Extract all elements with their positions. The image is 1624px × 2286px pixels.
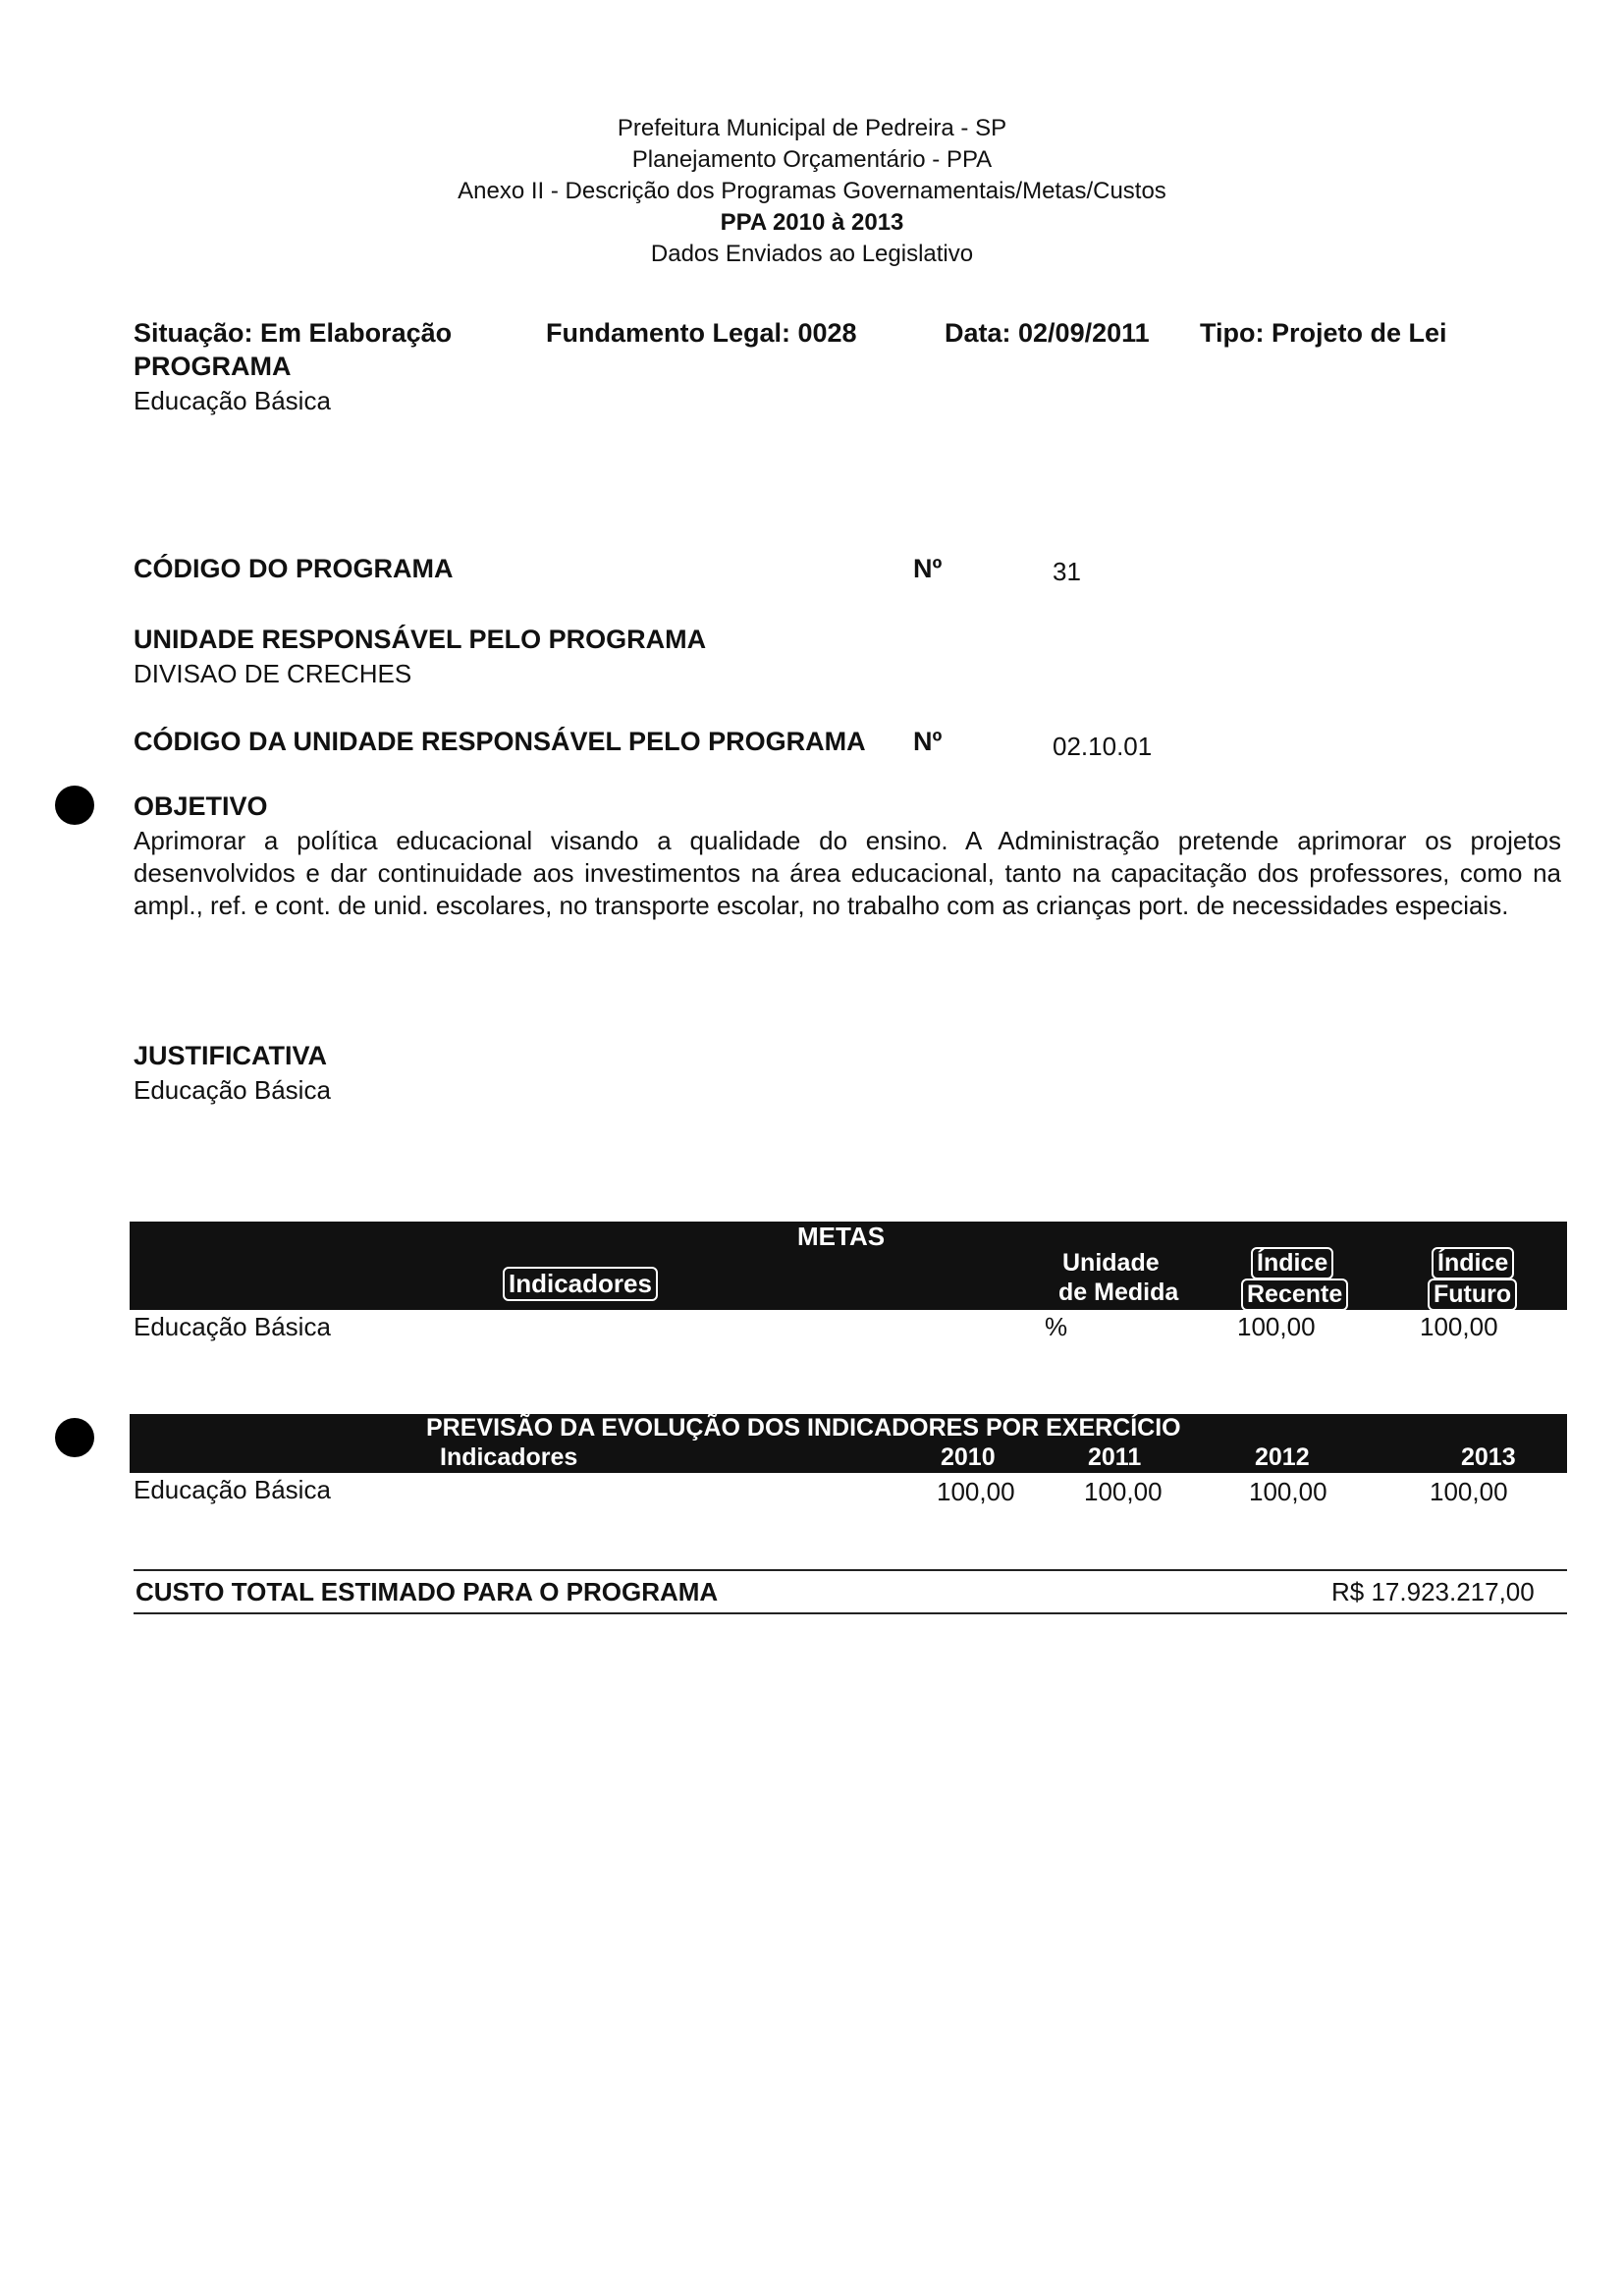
codigo-unidade-no: Nº (913, 727, 943, 756)
metas-col-unidade-2: de Medida (1058, 1279, 1179, 1306)
header-line-1: Prefeitura Municipal de Pedreira - SP (617, 115, 1007, 141)
metas-col-futuro-2: Futuro (1428, 1279, 1517, 1311)
metas-row-recente: 100,00 (1237, 1312, 1316, 1341)
data: Data: 02/09/2011 (945, 318, 1150, 348)
custo-total-value: R$ 17.923.217,00 (1331, 1577, 1535, 1606)
metas-col-futuro-1: Índice (1432, 1247, 1514, 1279)
unidade-value: DIVISAO DE CRECHES (134, 659, 412, 688)
metas-col-unidade-1: Unidade (1062, 1249, 1160, 1277)
previsao-col-2010: 2010 (941, 1443, 996, 1471)
previsao-row-2010: 100,00 (937, 1477, 1015, 1506)
metas-row-unidade: % (1045, 1312, 1068, 1341)
previsao-col-2013: 2013 (1461, 1443, 1516, 1471)
header-line-3: Anexo II - Descrição dos Programas Governamentais/Metas/Custos (458, 178, 1166, 204)
previsao-title: PREVISÃO DA EVOLUÇÃO DOS INDICADORES POR EXERCÍCIO (426, 1414, 1181, 1442)
codigo-programa-label: CÓDIGO DO PROGRAMA (134, 554, 454, 583)
justificativa-label: JUSTIFICATIVA (134, 1041, 328, 1070)
fundamento-legal: Fundamento Legal: 0028 (546, 318, 857, 348)
previsao-row-indicador: Educação Básica (134, 1475, 331, 1504)
codigo-unidade-value: 02.10.01 (1053, 732, 1153, 761)
unidade-label: UNIDADE RESPONSÁVEL PELO PROGRAMA (134, 625, 707, 654)
metas-title: METAS (797, 1222, 886, 1251)
custo-total-label: CUSTO TOTAL ESTIMADO PARA O PROGRAMA (135, 1577, 719, 1606)
previsao-row-2012: 100,00 (1249, 1477, 1327, 1506)
objetivo-label: OBJETIVO (134, 791, 268, 821)
tipo: Tipo: Projeto de Lei (1200, 318, 1447, 348)
metas-col-indicadores: Indicadores (503, 1267, 658, 1301)
programa-value: Educação Básica (134, 386, 331, 415)
metas-header (130, 1222, 1567, 1310)
situacao: Situação: Em Elaboração (134, 318, 453, 348)
punch-hole-icon (55, 1418, 94, 1457)
metas-col-recente-2: Recente (1241, 1279, 1348, 1311)
previsao-col-indicadores: Indicadores (440, 1443, 578, 1471)
codigo-unidade-label: CÓDIGO DA UNIDADE RESPONSÁVEL PELO PROGRAMA (134, 727, 866, 756)
justificativa-text: Educação Básica (134, 1075, 331, 1105)
previsao-col-2011: 2011 (1088, 1443, 1142, 1471)
metas-row-indicador: Educação Básica (134, 1312, 331, 1341)
codigo-programa-no: Nº (913, 554, 943, 583)
header-line-2: Planejamento Orçamentário - PPA (631, 146, 993, 173)
previsao-row-2013: 100,00 (1430, 1477, 1508, 1506)
custo-total-row (134, 1569, 1567, 1614)
previsao-row-2011: 100,00 (1084, 1477, 1163, 1506)
metas-col-recente-1: Índice (1251, 1247, 1333, 1279)
programa-label: PROGRAMA (134, 352, 292, 381)
previsao-header (130, 1414, 1567, 1473)
punch-hole-icon (55, 786, 94, 825)
header-line-5: Dados Enviados ao Legislativo (650, 241, 974, 267)
metas-row-futuro: 100,00 (1420, 1312, 1498, 1341)
header-line-4: PPA 2010 à 2013 (720, 209, 904, 236)
previsao-col-2012: 2012 (1255, 1443, 1310, 1471)
codigo-programa-value: 31 (1053, 557, 1081, 586)
objetivo-text: Aprimorar a política educacional visando a qualidade do ensino. A Administração pretende aprimorar os projetos desenvolvidos e dar continuidade aos investimentos na área educacional, tanto na capacitação dos professores, como na ampl., ref. e cont. de unid. escolares, no transporte escolar, no trabalho com as crianças port. de necessidades especiais. (134, 826, 1561, 920)
